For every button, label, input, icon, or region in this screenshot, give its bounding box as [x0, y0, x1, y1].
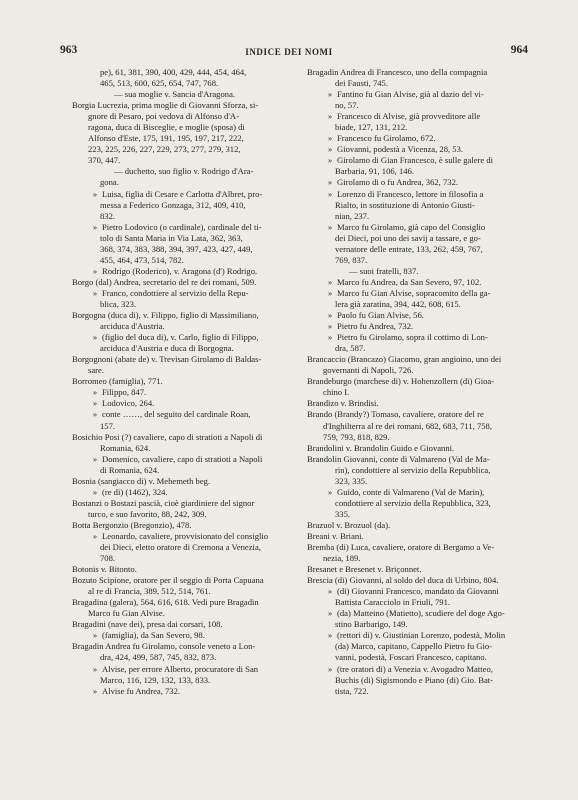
index-line-text: arciduca d'Austria.: [100, 321, 165, 332]
index-line-text: Luisa, figlia di Cesare e Carlotta d'Albret, pro-: [102, 188, 263, 199]
index-line-text: condottiere al servizio della Repubblica, 323,: [335, 497, 491, 508]
index-line: [72, 421, 299, 432]
index-line-text: — sua moglie v. Sancia d'Aragona.: [114, 89, 236, 100]
index-line: [307, 177, 533, 188]
index-line-text: tolo di Santa Maria in Via Lata, 362, 363,: [100, 232, 243, 243]
index-line-text: Rodrigo (Roderico), v. Aragona (d') Rodrigo.: [102, 265, 258, 276]
index-line-text: Bragadin Andrea fu Girolamo, console veneto a Lon-: [72, 641, 256, 652]
index-line: [307, 409, 533, 420]
index-line-text: Bragadini (nave dei), presa dai corsari, 108.: [72, 619, 223, 630]
index-line: [72, 189, 299, 200]
index-line-text: tista, 722.: [335, 685, 369, 696]
index-line: [72, 233, 299, 244]
index-line: [307, 122, 533, 133]
ditto-mark: »: [92, 188, 98, 199]
index-line-text: Alfonso d'Este, 175, 191, 195, 197, 217, 222,: [88, 133, 244, 144]
ditto-mark: »: [327, 486, 333, 497]
ditto-mark: »: [92, 663, 98, 674]
index-line-text: 769, 837.: [335, 254, 368, 265]
index-line: [72, 122, 299, 133]
ditto-mark: »: [327, 188, 333, 199]
index-line-text: Pietro Lodovico (o cardinale), cardinale del ti-: [102, 221, 262, 232]
index-line-text: nian, 237.: [335, 210, 370, 221]
index-line-text: chino I.: [323, 387, 350, 398]
index-line: [72, 619, 299, 630]
ditto-mark: »: [327, 221, 333, 232]
index-line: [72, 78, 299, 89]
index-line: [307, 78, 533, 89]
running-title: INDICE DEI NOMI: [245, 47, 333, 57]
index-line-text: lera già zaratina, 394, 442, 608, 615.: [335, 298, 461, 309]
index-line-text: Romania, 624.: [100, 442, 151, 453]
index-line-text: di Romania, 624.: [100, 464, 160, 475]
index-line-text: Alvise, per errore Alberto, procuratore di San: [102, 663, 259, 674]
index-line-text: Marco fu Girolamo, già capo del Consiglio: [337, 221, 486, 232]
index-line-text: 368, 374, 383, 388, 394, 397, 423, 427, 449,: [100, 243, 253, 254]
index-line: [72, 177, 299, 188]
index-line-text: no, 57.: [335, 100, 359, 111]
ditto-mark: »: [92, 453, 98, 464]
index-line-text: Brandizo v. Brindisi.: [307, 398, 379, 409]
index-line-text: stino Barbarigo, 149.: [335, 619, 408, 630]
index-line: [307, 553, 533, 564]
index-line: [307, 619, 533, 630]
index-line-text: Buchis (di) Sigismondo e Piano (di) Gio. Bat-: [335, 674, 494, 685]
index-line-text: Leonardo, cavaliere, provvisionato del consiglio: [102, 530, 269, 541]
index-line: [72, 222, 299, 233]
index-line-text: rin), condottiere al servizio della Repubblica,: [335, 464, 491, 475]
index-line: [72, 321, 299, 332]
index-line: [72, 255, 299, 266]
index-line-text: (da) Marco, capitano, Cappello Pietro fu Gio-: [335, 641, 493, 652]
index-line: [307, 421, 533, 432]
index-line: [72, 432, 299, 443]
index-line-text: Brescia (di) Giovanni, al soldo del duca di Urbino, 804.: [307, 575, 499, 586]
index-line-text: Bozuto Scipione, oratore per il seggio di Porta Capuana: [72, 575, 264, 586]
index-line-text: — suoi fratelli, 837.: [349, 265, 419, 276]
index-line: [307, 641, 533, 652]
ditto-mark: »: [92, 409, 98, 420]
index-line-text: ragona, duca di Bisceglie, e moglie (sposa) di: [88, 122, 245, 133]
index-line-text: Pietro fu Girolamo, sopra il cottimo di Lon-: [337, 332, 488, 343]
index-line: [307, 310, 533, 321]
index-line-text: 223, 225, 226, 227, 229, 273, 277, 279, 312,: [88, 144, 241, 155]
index-line: [307, 376, 533, 387]
index-line-text: Brancaccio (Brancazo) Giacomo, gran angioino, uno dei: [307, 354, 502, 365]
index-line-text: Borgia Lucrezia, prima moglie di Giovanni Sforza, si-: [72, 100, 259, 111]
index-line: [307, 686, 533, 697]
index-line-text: Brandolini v. Brandolin Guido e Giovanni.: [307, 442, 455, 453]
index-line-text: dei Fausti, 745.: [335, 78, 388, 89]
ditto-mark: »: [327, 586, 333, 597]
index-line: [72, 244, 299, 255]
ditto-mark: »: [92, 265, 98, 276]
index-line-text: Alvise fu Andrea, 732.: [102, 685, 181, 696]
index-line-text: Borgognoni (abate de) v. Trevisan Girolamo di Baldas-: [72, 354, 262, 365]
index-line-text: messa a Federico Gonzaga, 312, 409, 410,: [100, 199, 246, 210]
index-line: [307, 211, 533, 222]
index-line-text: Marco fu Gian Alvise, sopracomito della ga-: [337, 287, 491, 298]
index-line-text: Francesco fu Girolamo, 672.: [337, 133, 436, 144]
index-line: [72, 476, 299, 487]
index-line-text: Brandolin Giovanni, conte di Valmareno (Val de Ma-: [307, 453, 490, 464]
index-line-text: Francesco di Alvise, già provveditore alle: [337, 111, 481, 122]
ditto-mark: »: [92, 287, 98, 298]
index-line-text: Domenico, cavaliere, capo di stratioti a Napoli: [102, 453, 263, 464]
index-line: [307, 343, 533, 354]
ditto-mark: »: [327, 321, 333, 332]
index-line-text: Breani v. Briani.: [307, 530, 364, 541]
index-line: [307, 575, 533, 586]
index-line: [72, 166, 299, 177]
index-line: [72, 155, 299, 166]
index-line-text: 708.: [100, 553, 116, 564]
index-line-text: (di) Giovanni Francesco, mandato da Giovanni: [337, 586, 499, 597]
index-line: [72, 277, 299, 288]
index-line-text: Battista Caracciolo in Friuli, 791.: [335, 597, 451, 608]
ditto-mark: »: [92, 387, 98, 398]
index-line: [307, 266, 533, 277]
index-line: [72, 354, 299, 365]
index-line: [307, 155, 533, 166]
index-line: [72, 133, 299, 144]
index-line-text: gona.: [100, 177, 119, 188]
index-line: [72, 365, 299, 376]
index-line-text: turco, e suo favorito, 88, 242, 309.: [88, 508, 207, 519]
index-line-text: dei Dieci, eletto oratore di Cremona a Venezia,: [100, 542, 261, 553]
index-line: [72, 498, 299, 509]
index-line: [72, 266, 299, 277]
index-line: [72, 465, 299, 476]
index-line: [72, 630, 299, 641]
index-line: [307, 133, 533, 144]
ditto-mark: »: [327, 332, 333, 343]
index-line-text: (famiglia), da San Severo, 98.: [102, 630, 205, 641]
index-line-text: d'Inghilterra al re dei romani, 682, 683, 711, 758,: [323, 420, 493, 431]
index-line-text: Barbaria, 91, 106, 146.: [335, 166, 414, 177]
index-line-text: Bragadina (galera), 564, 616, 618. Vedi pure Bragadin: [72, 597, 259, 608]
index-line: [307, 288, 533, 299]
index-line-text: Brazuol v. Brozuol (da).: [307, 519, 391, 530]
index-line: [307, 465, 533, 476]
ditto-mark: »: [327, 177, 333, 188]
index-line: [72, 454, 299, 465]
index-line-text: 455, 464, 473, 514, 782.: [100, 254, 184, 265]
index-line-text: al re di Francia, 389, 512, 514, 761.: [88, 586, 211, 597]
index-line: [72, 641, 299, 652]
index-line-text: Filippo, 847.: [102, 387, 147, 398]
ditto-mark: »: [92, 221, 98, 232]
index-line: [72, 487, 299, 498]
index-line-text: Paolo fu Gian Alvise, 56.: [337, 310, 424, 321]
index-line: [307, 365, 533, 376]
index-line: [72, 89, 299, 100]
right-index-column: [307, 67, 533, 697]
index-line-text: 759, 793, 818, 829.: [323, 431, 390, 442]
index-line: [72, 509, 299, 520]
index-line: [307, 608, 533, 619]
index-line-text: Lorenzo di Francesco, lettore in filosofia a: [337, 188, 484, 199]
index-line: [72, 664, 299, 675]
index-line-text: Giovanni, podestà a Vicenza, 28, 53.: [337, 144, 464, 155]
index-line-text: Bremba (di) Luca, cavaliere, oratore di Bergamo a Ve-: [307, 542, 495, 553]
index-line-text: Fantino fu Gian Alvise, già al dazio del vi-: [337, 89, 484, 100]
index-line: [307, 222, 533, 233]
index-line: [72, 299, 299, 310]
index-line: [72, 686, 299, 697]
ditto-mark: »: [327, 663, 333, 674]
index-line-text: 370, 447.: [88, 155, 121, 166]
index-line: [307, 586, 533, 597]
ditto-mark: »: [327, 89, 333, 100]
ditto-mark: »: [327, 155, 333, 166]
index-line: [307, 299, 533, 310]
index-line: [72, 608, 299, 619]
index-line-text: (tre oratori di) a Venezia v. Avogadro Matteo,: [337, 663, 493, 674]
ditto-mark: »: [92, 332, 98, 343]
index-line-text: Bresanet e Bresenet v. Briçonnet.: [307, 564, 422, 575]
index-line-text: Botonis v. Bitonto.: [72, 564, 137, 575]
index-line: [307, 200, 533, 211]
ditto-mark: »: [327, 111, 333, 122]
index-line: [72, 332, 299, 343]
index-line: [307, 675, 533, 686]
index-line-text: conte ……, del seguito del cardinale Roan,: [102, 409, 251, 420]
index-line: [307, 67, 533, 78]
index-line-text: dei Dieci, poi uno dei savij a tassare, e go-: [335, 232, 481, 243]
index-line: [307, 277, 533, 288]
index-line-text: gnore di Pesaro, poi vedova di Alfonso d'A-: [88, 111, 239, 122]
right-page-number: 964: [510, 44, 528, 56]
index-line: [307, 509, 533, 520]
index-line: [72, 652, 299, 663]
ditto-mark: »: [327, 133, 333, 144]
index-line: [307, 487, 533, 498]
index-line-text: vanni, podestà, Foscari Francesco, capitano.: [335, 652, 487, 663]
index-line: [307, 244, 533, 255]
index-line-text: Rialto, in sostituzione di Antonio Giusti-: [335, 199, 475, 210]
index-line: [307, 652, 533, 663]
index-line-text: 323, 335.: [335, 475, 368, 486]
index-line-text: 335.: [335, 508, 351, 519]
index-line: [307, 520, 533, 531]
index-line-text: Bostanzi o Bostazi pascià, cioè giardiniere del signor: [72, 497, 255, 508]
index-line: [307, 111, 533, 122]
index-line-text: Bosichio Posi (?) cavaliere, capo di stratioti a Napoli di: [72, 431, 263, 442]
index-line-text: dra, 424, 499, 587, 745, 832, 873.: [100, 652, 217, 663]
ditto-mark: »: [92, 630, 98, 641]
index-line-text: (rettori di) v. Giustinian Lorenzo, podestà, Molin: [337, 630, 506, 641]
index-line: [72, 675, 299, 686]
index-line-text: Bosnia (sangiacco di) v. Mehemeth beg.: [72, 475, 211, 486]
index-line: [307, 166, 533, 177]
index-line-text: Girolamo di Gian Francesco, è sulle galere di: [337, 155, 494, 166]
index-line: [307, 354, 533, 365]
left-page-number: 963: [60, 44, 78, 56]
index-line: [307, 321, 533, 332]
index-line: [307, 89, 533, 100]
index-line-text: Lodovico, 264.: [102, 398, 155, 409]
index-line: [72, 409, 299, 420]
ditto-mark: »: [92, 398, 98, 409]
ditto-mark: »: [327, 310, 333, 321]
index-line: [72, 144, 299, 155]
index-line: [307, 255, 533, 266]
index-line: [72, 310, 299, 321]
ditto-mark: »: [92, 530, 98, 541]
index-line: [307, 542, 533, 553]
index-line: [72, 531, 299, 542]
index-line: [72, 211, 299, 222]
index-line: [307, 664, 533, 675]
index-line-text: dra, 587.: [335, 343, 366, 354]
index-line: [72, 398, 299, 409]
index-line: [72, 100, 299, 111]
index-line: [307, 398, 533, 409]
index-line-text: Botta Bergonzio (Bregonzio), 478.: [72, 519, 192, 530]
index-line: [307, 597, 533, 608]
index-line-text: Marco, 116, 129, 132, 133, 833.: [100, 674, 211, 685]
index-line-text: Marco fu Andrea, da San Severo, 97, 102.: [337, 276, 482, 287]
index-line-text: Brando (Brandy?) Tomaso, cavaliere, oratore del re: [307, 409, 484, 420]
left-index-column: [72, 67, 299, 697]
index-line-text: Marco fu Gian Alvise.: [88, 608, 165, 619]
index-line: [72, 520, 299, 531]
index-line-text: 465, 513, 600, 625, 654, 747, 768.: [100, 78, 219, 89]
index-line-text: Borromeo (famiglia), 771.: [72, 376, 163, 387]
ditto-mark: »: [327, 144, 333, 155]
index-line-text: Borgo (dal) Andrea, secretario del re dei romani, 509.: [72, 276, 257, 287]
index-line-text: Guido, conte di Valmareno (Val de Marin),: [337, 486, 485, 497]
index-line: [72, 564, 299, 575]
index-line-text: (da) Matteino (Matietto), scudiere del doge Ago-: [337, 608, 505, 619]
index-line-text: vernatore delle entrate, 133, 262, 459, 767,: [335, 243, 483, 254]
index-line: [307, 630, 533, 641]
ditto-mark: »: [327, 608, 333, 619]
index-line: [307, 454, 533, 465]
index-line-text: governanti di Napoli, 726.: [323, 365, 414, 376]
index-line-text: (re di) (1462), 324.: [102, 486, 168, 497]
index-line: [307, 432, 533, 443]
index-line: [72, 288, 299, 299]
index-line: [307, 498, 533, 509]
index-line: [72, 553, 299, 564]
index-line: [72, 597, 299, 608]
index-line: [72, 443, 299, 454]
index-line: [307, 387, 533, 398]
index-line-text: — duchetto, suo figlio v. Rodrigo d'Ara-: [114, 166, 254, 177]
ditto-mark: »: [92, 685, 98, 696]
ditto-mark: »: [327, 630, 333, 641]
index-line: [72, 111, 299, 122]
index-line: [72, 586, 299, 597]
index-line-text: Brandeburgo (marchese di) v. Hohenzollern (di) Gioa-: [307, 376, 495, 387]
index-line: [72, 376, 299, 387]
index-line: [72, 343, 299, 354]
index-line: [307, 443, 533, 454]
index-line-text: Bragadin Andrea di Francesco, uno della compagnia: [307, 67, 488, 77]
index-line: [307, 332, 533, 343]
index-line-text: sare.: [88, 365, 104, 376]
index-line-text: Pietro fu Andrea, 732.: [337, 321, 414, 332]
index-line: [72, 200, 299, 211]
index-line-text: Franco, condottiere al servizio della Repu-: [102, 287, 249, 298]
index-line: [72, 542, 299, 553]
index-line: [307, 100, 533, 111]
index-line-text: biade, 127, 131, 212.: [335, 122, 408, 133]
index-line: [307, 564, 533, 575]
index-line-text: Girolamo di o fu Andrea, 362, 732.: [337, 177, 459, 188]
index-line: [72, 67, 299, 78]
index-line: [72, 575, 299, 586]
index-line-text: (figlio del duca di), v. Carlo, figlio di Filippo,: [102, 332, 259, 343]
index-line: [307, 233, 533, 244]
index-line-text: 832.: [100, 210, 116, 221]
index-line-text: nezia, 189.: [323, 553, 361, 564]
ditto-mark: »: [92, 486, 98, 497]
index-line-text: Borgogna (duca di), v. Filippo, figlio di Massimiliano,: [72, 310, 259, 321]
ditto-mark: »: [327, 287, 333, 298]
index-line-text: 157.: [100, 420, 116, 431]
index-line: [307, 189, 533, 200]
ditto-mark: »: [327, 276, 333, 287]
index-line: [72, 387, 299, 398]
index-line: [307, 144, 533, 155]
index-line-text: arciduca d'Austria e duca di Borgogna.: [100, 343, 234, 354]
index-line-text: pe), 61, 381, 390, 400, 429, 444, 454, 464,: [100, 67, 247, 77]
index-line: [307, 531, 533, 542]
index-line: [307, 476, 533, 487]
index-line-text: blica, 323.: [100, 298, 137, 309]
